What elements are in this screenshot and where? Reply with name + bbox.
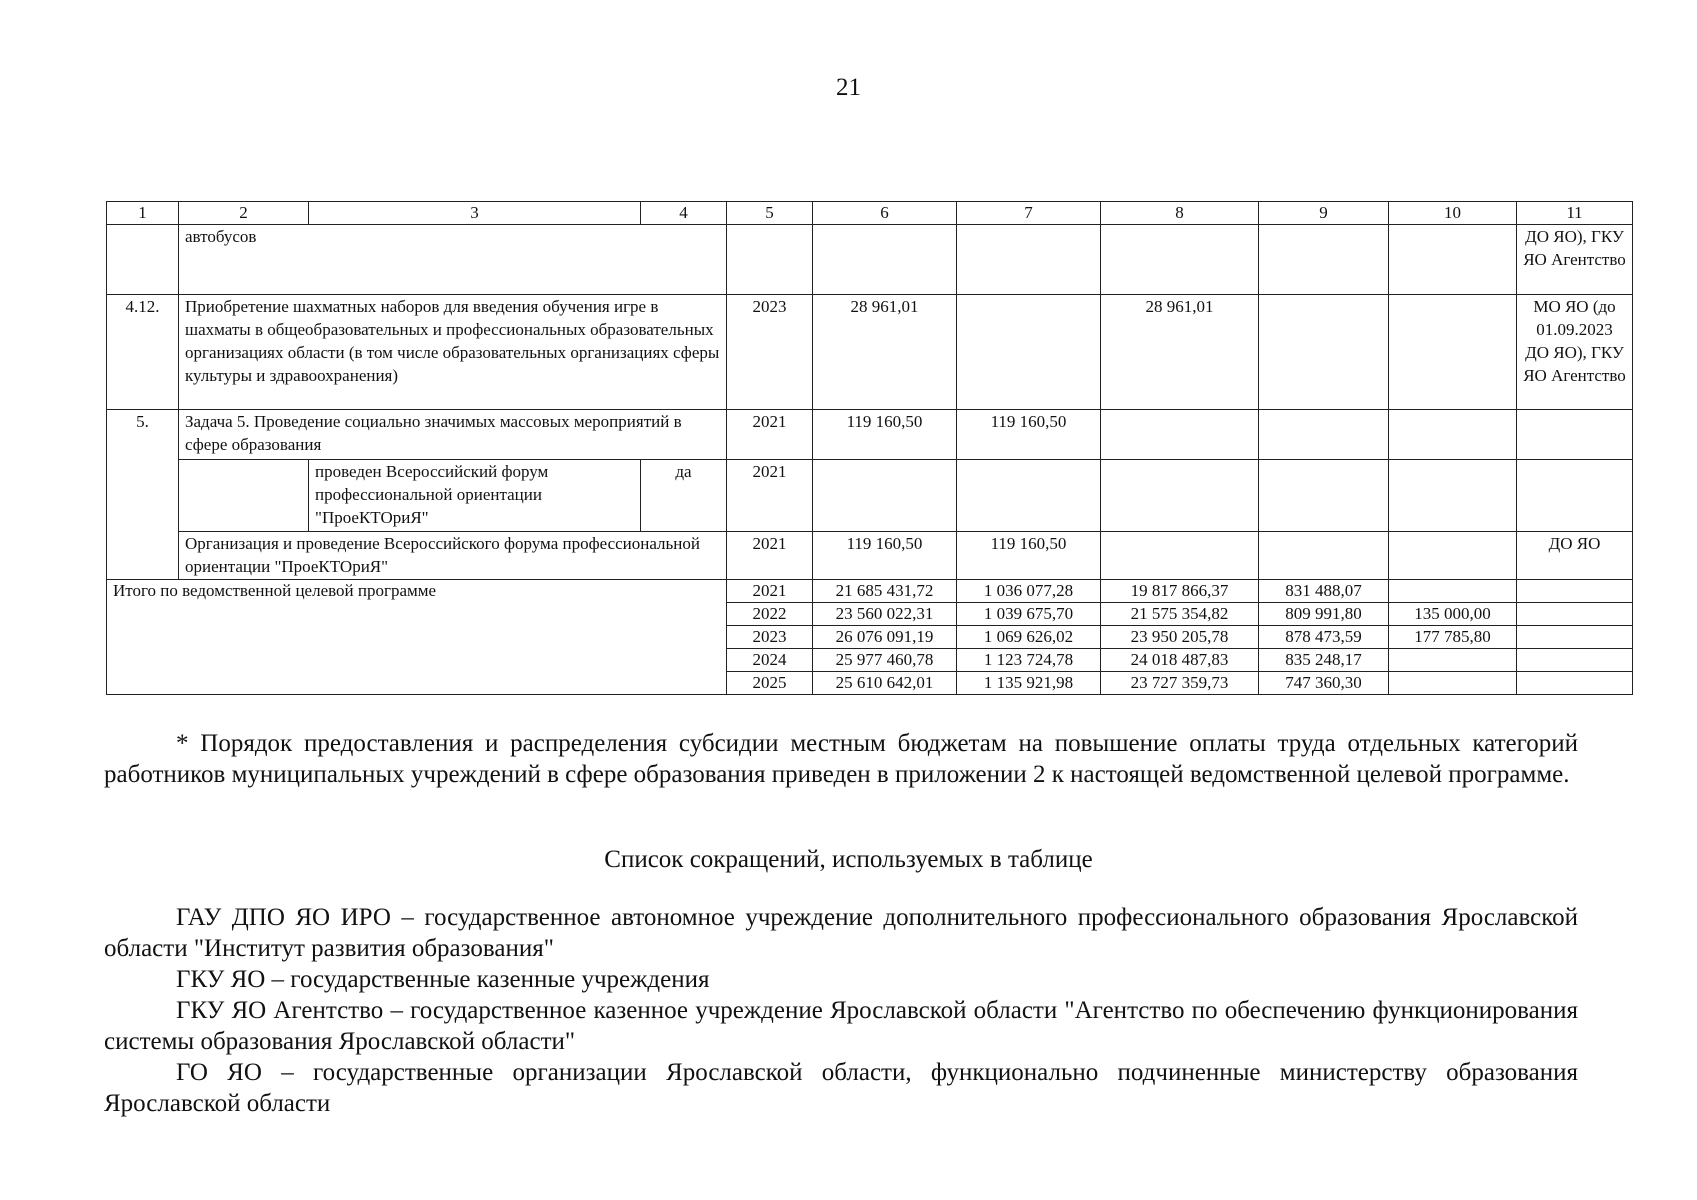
abbreviation-item: ГО ЯО – государственные организации Ярославской области, функционально подчиненные министерству образования Ярославской области (104, 1059, 1578, 1117)
total-c8: 24 018 487,83 (1101, 649, 1259, 672)
cell-num (107, 225, 179, 295)
total-c9: 835 248,17 (1259, 649, 1389, 672)
total-year: 2023 (727, 626, 813, 649)
total-c10 (1389, 672, 1517, 695)
total-c7: 1 069 626,02 (957, 626, 1101, 649)
total-c10 (1389, 649, 1517, 672)
total-year: 2022 (727, 603, 813, 626)
cell-text: Организация и проведение Всероссийского форума профессиональной ориентации "ПроеКТОриЯ" (179, 532, 727, 580)
page-number: 21 (836, 74, 861, 101)
table-row-4-12 (107, 295, 1633, 410)
cell-result-text: проведен Всероссийский форум профессиональной ориентации "ПроеКТОриЯ" (309, 460, 641, 532)
program-table (106, 201, 1633, 695)
abbreviation-item: ГКУ ЯО – государственные казенные учреждения (176, 966, 710, 993)
header-cell: 3 (309, 202, 641, 225)
header-cell: 2 (179, 202, 309, 225)
header-cell: 4 (641, 202, 727, 225)
table-row-5-org (107, 532, 1633, 580)
header-cell: 8 (1101, 202, 1259, 225)
abbreviations-title: Список сокращений, используемых в таблице (604, 846, 1093, 873)
cell-executor: МО ЯО (до 01.09.2023 ДО ЯО), ГКУ ЯО Агентство (1517, 295, 1633, 410)
cell-executor: ДО ЯО), ГКУ ЯО Агентство (1517, 225, 1633, 295)
cell-total: 119 160,50 (813, 410, 957, 460)
cell-executor: ДО ЯО (1517, 532, 1633, 580)
abbreviation-item: ГКУ ЯО Агентство – государственное казенное учреждение Ярославской области "Агентство по обеспечению функционирования системы образования Ярославской области" (104, 997, 1578, 1055)
table-row-continuation (107, 225, 1633, 295)
total-c7: 1 135 921,98 (957, 672, 1101, 695)
total-c8: 19 817 866,37 (1101, 580, 1259, 603)
cell-federal: 119 160,50 (957, 532, 1101, 580)
total-year: 2025 (727, 672, 813, 695)
total-c10: 135 000,00 (1389, 603, 1517, 626)
cell-text: Приобретение шахматных наборов для введения обучения игре в шахматы в общеобразовательных и профессиональных образовательных организациях области (в том числе образовательных организациях сферы культуры и здравоохранения) (179, 295, 727, 410)
header-cell: 1 (107, 202, 179, 225)
total-c6: 25 977 460,78 (813, 649, 957, 672)
cell-federal: 119 160,50 (957, 410, 1101, 460)
table-row-5-result (107, 460, 1633, 532)
total-label: Итого по ведомственной целевой программе (107, 580, 727, 695)
cell-result-value: да (641, 460, 727, 532)
header-cell: 10 (1389, 202, 1517, 225)
total-row (107, 580, 1633, 603)
total-c7: 1 036 077,28 (957, 580, 1101, 603)
total-c6: 26 076 091,19 (813, 626, 957, 649)
cell-total: 119 160,50 (813, 532, 957, 580)
cell-year (727, 225, 813, 295)
total-c8: 23 727 359,73 (1101, 672, 1259, 695)
total-c10: 177 785,80 (1389, 626, 1517, 649)
cell-year: 2023 (727, 295, 813, 410)
total-c8: 23 950 205,78 (1101, 626, 1259, 649)
total-c9: 878 473,59 (1259, 626, 1389, 649)
total-c6: 25 610 642,01 (813, 672, 957, 695)
cell-year: 2021 (727, 532, 813, 580)
table-header-row (107, 202, 1633, 225)
cell-text: Задача 5. Проведение социально значимых массовых мероприятий в сфере образования (179, 410, 727, 460)
header-cell: 9 (1259, 202, 1389, 225)
cell-year: 2021 (727, 410, 813, 460)
total-year: 2021 (727, 580, 813, 603)
cell-year: 2021 (727, 460, 813, 532)
cell-total: 28 961,01 (813, 295, 957, 410)
cell-text: автобусов (179, 225, 727, 295)
total-c7: 1 123 724,78 (957, 649, 1101, 672)
header-cell: 7 (957, 202, 1101, 225)
cell-num: 5. (107, 410, 179, 580)
total-c10 (1389, 580, 1517, 603)
total-c9: 809 991,80 (1259, 603, 1389, 626)
cell-num: 4.12. (107, 295, 179, 410)
footnote: * Порядок предоставления и распределения субсидии местным бюджетам на повышение оплаты труда отдельных категорий работников муниципальных учреждений в сфере образования приведен в приложении 2 к настоящей ведомственной целевой программе. (104, 730, 1578, 788)
total-c7: 1 039 675,70 (957, 603, 1101, 626)
total-c8: 21 575 354,82 (1101, 603, 1259, 626)
cell-regional: 28 961,01 (1101, 295, 1259, 410)
total-c6: 23 560 022,31 (813, 603, 957, 626)
table-row-5 (107, 410, 1633, 460)
header-cell: 6 (813, 202, 957, 225)
abbreviation-item: ГАУ ДПО ЯО ИРО – государственное автономное учреждение дополнительного профессионального образования Ярославской области "Институт развития образования" (104, 904, 1578, 962)
total-c9: 831 488,07 (1259, 580, 1389, 603)
total-year: 2024 (727, 649, 813, 672)
abbreviations-list (104, 902, 1578, 1119)
total-c9: 747 360,30 (1259, 672, 1389, 695)
header-cell: 5 (727, 202, 813, 225)
total-c6: 21 685 431,72 (813, 580, 957, 603)
header-cell: 11 (1517, 202, 1633, 225)
